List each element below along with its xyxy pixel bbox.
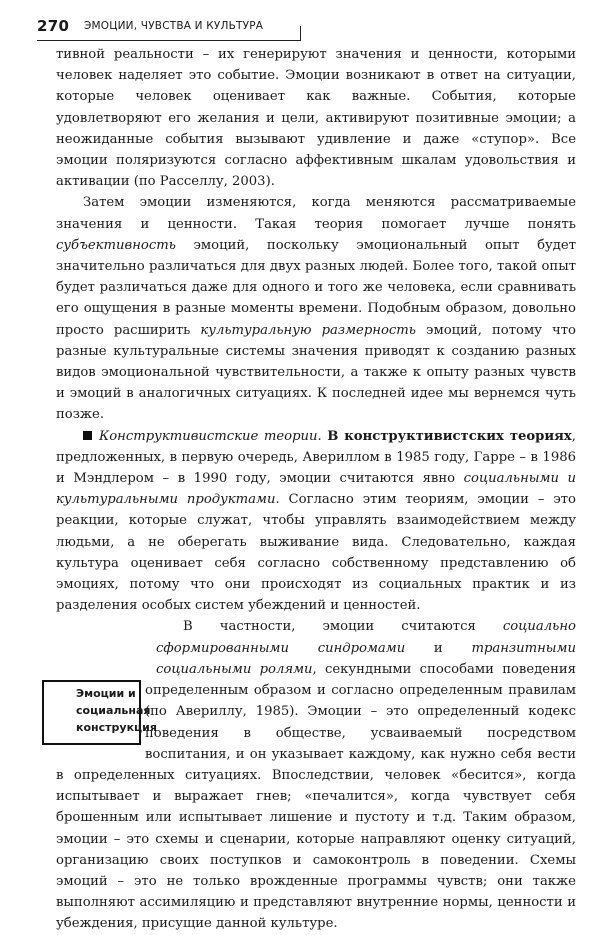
p3-bold-1: В конструктивистских теориях (327, 428, 572, 444)
p3-italic-1: Конструктивистские теории. (99, 428, 322, 444)
p2-text-3: эмоций, потому что разные культуральные системы значения приводят к созданию разных видов эмоциональной чувствительности, а также к опыту разных чувств и эмоций в аналогичных ситуациях. К последней идее мы вернемся чуть позже. (56, 322, 576, 423)
body-text (56, 44, 576, 935)
paragraph-2 (56, 192, 576, 425)
header-rule (37, 40, 300, 41)
p4-italic-1: социально сформированными синдромами (156, 619, 576, 656)
p2-text-2: эмоций, поскольку эмоциональный опыт будет значительно различаться для двух разных людей. Более того, такой опыт будет различаться даже для одного и того же человека, если сравнивать его ощущения в разные моменты времени. Подобным образом, довольно просто расширить (56, 237, 576, 338)
sidebar-box (42, 680, 157, 745)
p4-text-3: , секундными способами поведения определенным образом и согласно определенным правилам (по Авериллу, 1985). Эмоции – это определенный кодекс поведения в обществе, усваиваемый посредством воспитания, и он указывает каждому, как нужно себя вести в определенных ситуациях. Впоследствии, человек «бесится», когда испытывает и выражает гнев; «печалится», когда чувствует себя брошенным или испытывает лишение и пустоту и т.д. Таким образом, эмоции – это схемы и сценарии, которые направляют оценку ситуаций, организацию своих поступков и самоконтроль в поведении. Схемы эмоций – это не только врожденные программы чувств; они также выполняют ассимиляцию и представляют внутренние нормы, ценности и убеждения, присущие данной культуре. (56, 661, 576, 932)
p4-text-1: В частности, эмоции считаются (183, 619, 503, 635)
p2-text-1: Затем эмоции изменяются, когда меняются рассматриваемые значения и ценности. Такая теория помогает лучше понять (56, 195, 576, 232)
p4-text-2: и (405, 640, 472, 656)
p2-italic-1: субъективность (56, 237, 176, 253)
p2-italic-2: культуральную размерность (200, 322, 416, 338)
sidebar-spacer (56, 616, 156, 680)
p3-text-2: . Согласно этим теориям, эмоции – это реакции, которые служат, чтобы управлять взаимодействием между людьми, а не оберегать выживание вида. Следовательно, каждая культура оценивает себя согласно собственному представлению об эмоциях, потому что они происходят из социальных практик и из разделения особых систем убеждений и ценностей. (56, 492, 576, 614)
page-header (37, 15, 577, 41)
page-number: 270 (37, 17, 70, 35)
paragraph-3 (56, 426, 576, 617)
square-bullet-icon (83, 431, 92, 440)
paragraph-1: тивной реальности – их генерируют значения и ценности, которыми человек наделяет это событие. Эмоции возникают в ответ на ситуации, которые человек оценивает как важные. События, которые удовлетворяют его желания и цели, активируют позитивные эмоции; а неожиданные события вызывают удивление и даже «ступор». Все эмоции поляризуются согласно аффективным шкалам удовольствия и активации (по Расселлу, 2003). (56, 47, 576, 190)
sidebar-line-1: Эмоции и (76, 687, 136, 701)
p3-italic-2: социальными и культуральными продуктами (56, 471, 576, 508)
p4-italic-2: транзитными социальными ролями (156, 640, 576, 677)
sidebar-line-3: конструкция (76, 721, 157, 735)
sidebar-line-2: социальная (76, 704, 151, 718)
header-rule-tick (300, 26, 301, 41)
p3-text-1: , предложенных, в первую очередь, Авериллом в 1985 году, Гарре – в 1986 и Мэндлером – в 1990 году, эмоции считаются явно (56, 428, 576, 487)
paragraph-4 (56, 616, 576, 934)
running-head: ЭМОЦИИ, ЧУВСТВА И КУЛЬТУРА (84, 20, 264, 32)
